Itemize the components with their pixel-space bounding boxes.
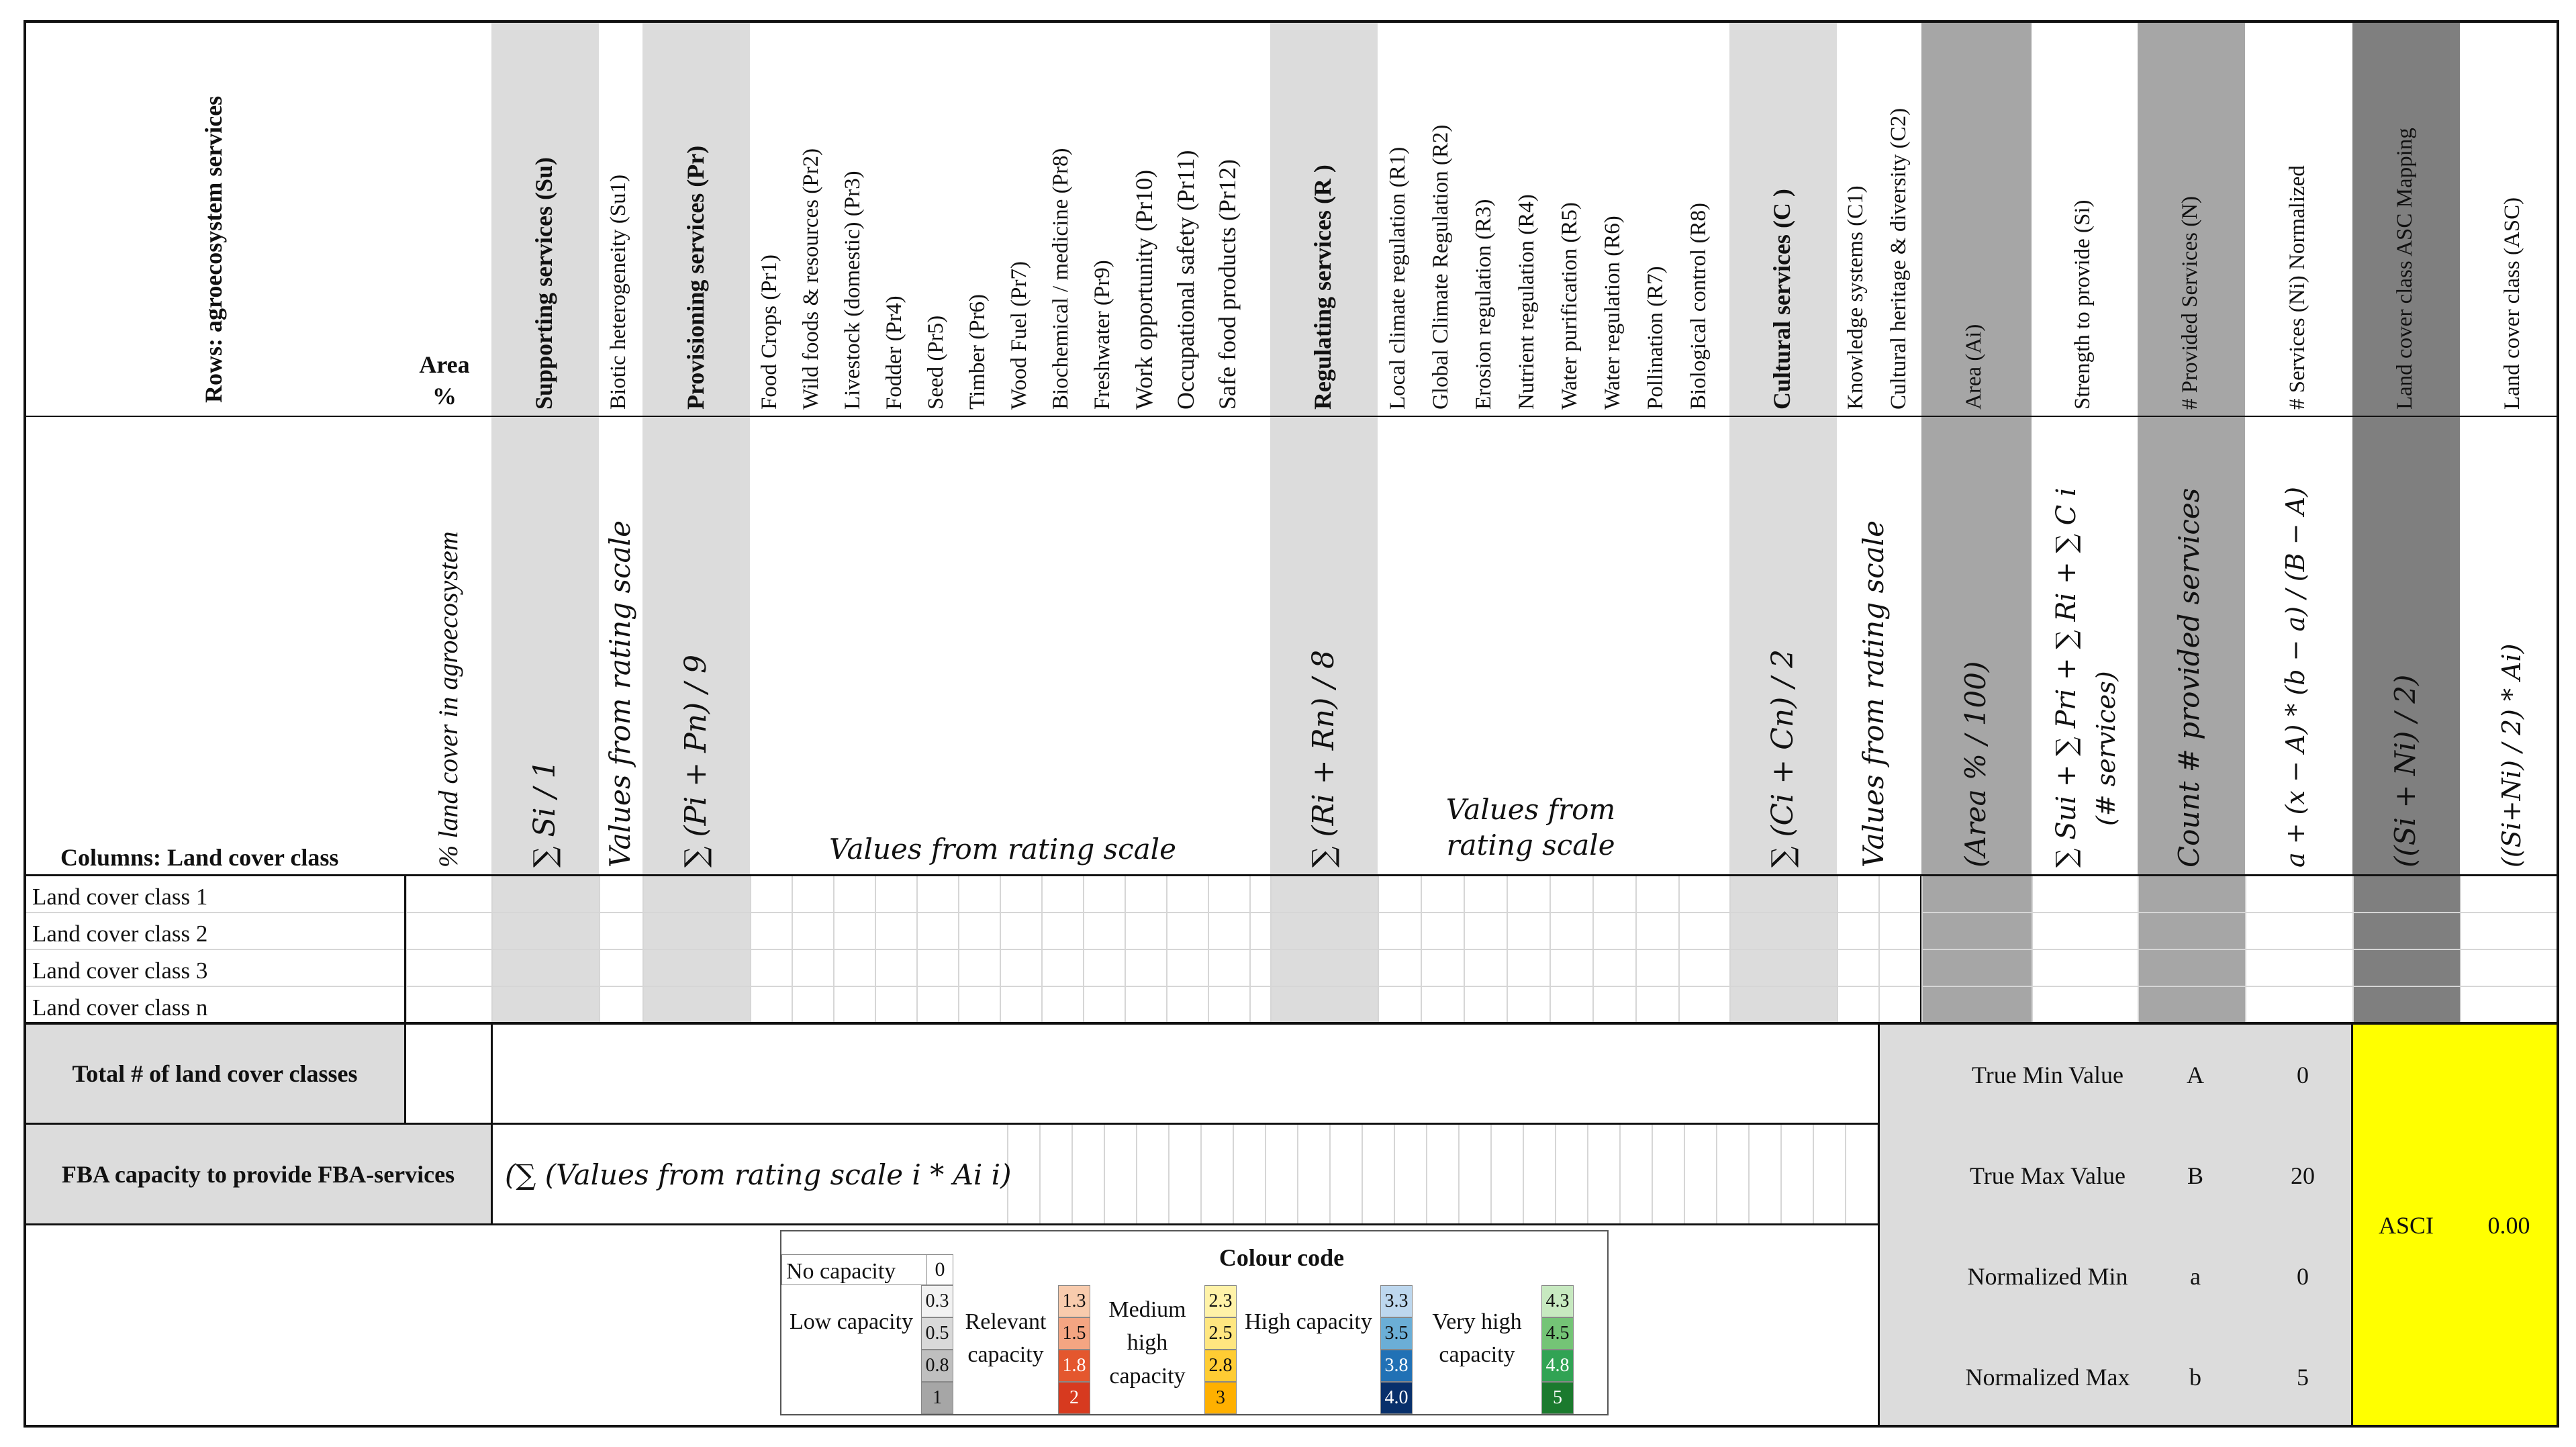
legend-title: Colour code [1219, 1244, 1345, 1271]
formula-pr-values: Values from rating scale [829, 833, 1176, 866]
grid-line-vertical [1136, 1125, 1137, 1224]
formula-c: ∑ (Ci + Cn) / 2 [1766, 649, 1800, 868]
columns-label: Columns: Land cover class [60, 844, 339, 871]
land-cover-row-1: Land cover class 1 [32, 884, 208, 910]
minmax-value: 0 [2297, 1263, 2309, 1290]
grid-line-vertical [1265, 1125, 1266, 1224]
legend-swatch: 4.5 [1541, 1317, 1574, 1350]
col-asc: Land cover class (ASC) [2500, 197, 2524, 410]
grid-line-vertical [1233, 1125, 1234, 1224]
col-pr12: Safe food products (Pr12) [1214, 159, 1241, 410]
legend-swatch: 0.3 [921, 1285, 953, 1317]
legend-no-capacity-value: 0 [926, 1254, 953, 1285]
col-pr4: Fodder (Pr4) [882, 295, 906, 410]
grid-line-vertical [1071, 1125, 1073, 1224]
area-label [411, 349, 478, 412]
border-header-mid [25, 416, 2558, 417]
legend-swatch: 4.3 [1541, 1285, 1574, 1317]
land-cover-row-3: Land cover class 3 [32, 958, 208, 984]
col-r5: Water purification (R5) [1558, 202, 1582, 410]
grid-line-vertical [1845, 1125, 1846, 1224]
col-r3: Erosion regulation (R3) [1472, 199, 1496, 410]
legend-swatch: 1.5 [1058, 1317, 1090, 1350]
formula-mapping: ((Si + Ni) / 2) [2389, 674, 2422, 868]
formula-r: ∑ (Ri + Rn) / 8 [1306, 649, 1341, 868]
formula-su1-values: Values from rating scale [604, 520, 636, 868]
col-r6: Water regulation (R6) [1601, 216, 1625, 410]
legend-group-label: Medium high capacity [1108, 1297, 1186, 1389]
legend-swatch: 3 [1204, 1382, 1237, 1414]
border-minmax-left [1878, 1023, 1880, 1426]
border-left [23, 20, 26, 1428]
asci-label: ASCI [2378, 1212, 2434, 1239]
c-band [1729, 21, 1837, 1023]
col-pr2: Wild foods & resources (Pr2) [799, 148, 823, 410]
minmax-value: 20 [2291, 1162, 2315, 1189]
legend-swatch: 1 [921, 1382, 953, 1414]
grid-line-vertical [1684, 1125, 1685, 1224]
col-c: Cultural services (C ) [1768, 189, 1795, 410]
col-pr5: Seed (Pr5) [924, 315, 948, 410]
grid-line-vertical [1297, 1125, 1298, 1224]
legend-swatch: 3.3 [1380, 1285, 1413, 1317]
formula-asc: ((Si+Ni) / 2) * Ai) [2497, 643, 2526, 868]
grid-line-vertical [1329, 1125, 1331, 1224]
border-top [25, 20, 2558, 23]
minmax-label: True Min Value [1971, 1062, 2124, 1088]
grid-line-vertical [1168, 1125, 1170, 1224]
area-label-line1: Area [419, 351, 470, 378]
grid-line-vertical [1104, 1125, 1105, 1224]
col-pr8: Biochemical / medicine (Pr8) [1049, 148, 1073, 410]
formula-si-den: (# services) [2091, 671, 2121, 826]
col-pr9: Freshwater (Pr9) [1090, 260, 1114, 410]
col-r1: Local climate regulation (R1) [1386, 146, 1410, 410]
colour-legend [780, 1230, 1609, 1415]
minmax-label: Normalized Max [1965, 1364, 2130, 1391]
land-cover-row-2: Land cover class 2 [32, 921, 208, 947]
legend-swatch: 4.8 [1541, 1350, 1574, 1382]
legend-swatch: 3.8 [1380, 1350, 1413, 1382]
grid-line-vertical [1426, 1125, 1427, 1224]
grid-line-vertical [1523, 1125, 1524, 1224]
legend-swatch: 1.3 [1058, 1285, 1090, 1317]
col-c2: Cultural heritage & diversity (C2) [1887, 107, 1911, 410]
grid-line-vertical [1780, 1125, 1782, 1224]
border-area-right [491, 1023, 493, 1225]
grid-line-vertical [1490, 1125, 1492, 1224]
legend-swatch: 2.8 [1204, 1350, 1237, 1382]
formula-r-values-line1: Values from [1445, 793, 1616, 826]
grid-line-vertical [1200, 1125, 1202, 1224]
ai-band [1921, 21, 2032, 1023]
border-bottom [25, 1425, 2558, 1428]
land-cover-row-n: Land cover class n [32, 994, 208, 1021]
col-mapping: Land cover class ASC Mapping [2393, 128, 2417, 410]
col-c1: Knowledge systems (C1) [1844, 185, 1868, 410]
col-pr6: Timber (Pr6) [965, 293, 990, 410]
col-ni: # Services (Ni) Normalized [2285, 165, 2309, 410]
legend-swatch: 4.0 [1380, 1382, 1413, 1414]
col-su: Supporting services (Su) [530, 156, 557, 410]
fba-formula: (∑ (Values from rating scale i * Ai i) [505, 1158, 1012, 1191]
total-land-cover-label: Total # of land cover classes [72, 1060, 358, 1087]
grid-line-vertical [1555, 1125, 1556, 1224]
col-pr11: Occupational safety (Pr11) [1172, 150, 1199, 410]
grid-line-vertical [1813, 1125, 1814, 1224]
grid-line-vertical [1619, 1125, 1621, 1224]
grid-line-vertical [1748, 1125, 1750, 1224]
area-label-line2: % [432, 382, 457, 410]
minmax-symbol: a [2190, 1263, 2201, 1290]
legend-no-capacity-label: No capacity [786, 1259, 896, 1284]
col-pr10: Work opportunity (Pr10) [1131, 169, 1157, 410]
border-total-bottom [25, 1123, 1879, 1125]
formula-r-values-line2: rating scale [1446, 828, 1615, 861]
minmax-label: True Max Value [1970, 1162, 2126, 1189]
minmax-symbol: b [2189, 1364, 2201, 1391]
col-r2: Global Climate Regulation (R2) [1429, 124, 1453, 410]
col-n: # Provided Services (N) [2178, 195, 2202, 410]
minmax-value: 5 [2297, 1364, 2309, 1391]
border-fba-bottom [25, 1223, 1879, 1225]
legend-group-label: Low capacity [789, 1309, 914, 1334]
formula-su: ∑ Si / 1 [528, 759, 562, 868]
col-pr1: Food Crops (Pr1) [757, 254, 781, 410]
legend-group-label: Very high capacity [1432, 1309, 1522, 1368]
grid-line-vertical [1039, 1125, 1041, 1224]
formula-ni: a + (x − A) * (b − a) / (B − A) [2281, 487, 2310, 868]
legend-swatch: 0.8 [921, 1350, 953, 1382]
formula-r-values [1430, 792, 1631, 863]
fba-capacity-label: FBA capacity to provide FBA-services [61, 1161, 455, 1188]
grid-line-vertical [1587, 1125, 1588, 1224]
grid-line-vertical [1362, 1125, 1363, 1224]
legend-swatch: 1.8 [1058, 1350, 1090, 1382]
grid-line-vertical [1652, 1125, 1653, 1224]
formula-area: % land cover in agroecosystem [433, 531, 463, 868]
grid-line-vertical [1716, 1125, 1717, 1224]
formula-si-num: ∑ Sui + ∑ Pri + ∑ Ri + ∑ C i [2051, 487, 2082, 868]
legend-group-label: High capacity [1245, 1309, 1372, 1334]
col-pr7: Wood Fuel (Pr7) [1007, 261, 1031, 410]
col-pr3: Livestock (domestic) (Pr3) [841, 171, 865, 410]
minmax-label: Normalized Min [1967, 1263, 2128, 1290]
col-su1: Biotic heterogeneity (Su1) [606, 174, 630, 410]
formula-c-values: Values from rating scale [1857, 520, 1890, 868]
col-ai: Area (Ai) [1962, 324, 1986, 410]
col-r4: Nutrient regulation (R4) [1515, 194, 1539, 410]
col-r: Regulating services (R ) [1309, 165, 1336, 410]
legend-swatch: 3.5 [1380, 1317, 1413, 1350]
legend-swatch: 2.5 [1204, 1317, 1237, 1350]
col-r8: Biological control (R8) [1686, 203, 1711, 410]
col-pr: Provisioning services (Pr) [682, 145, 709, 410]
legend-swatch: 2.3 [1204, 1285, 1237, 1317]
formula-pr: ∑ (Pi + Pn) / 9 [679, 655, 713, 868]
col-r7: Pollination (R7) [1643, 266, 1668, 410]
col-si: Strength to provide (Si) [2070, 199, 2095, 410]
minmax-symbol: A [2187, 1062, 2204, 1088]
legend-group-label: Relevant capacity [965, 1309, 1047, 1368]
legend-swatch: 2 [1058, 1382, 1090, 1414]
asci-value: 0.00 [2487, 1212, 2530, 1239]
minmax-value: 0 [2297, 1062, 2309, 1088]
legend-swatch: 5 [1541, 1382, 1574, 1414]
minmax-symbol: B [2187, 1162, 2203, 1189]
rows-label: Rows: agroecosystem services [200, 95, 227, 403]
grid-line-vertical [1394, 1125, 1395, 1224]
legend-swatch: 0.5 [921, 1317, 953, 1350]
formula-ai: (Area % / 100) [1959, 661, 1992, 868]
border-left-of-indicators [1920, 875, 1921, 1023]
formula-n: Count # provided services [2173, 487, 2205, 868]
grid-line-vertical [1458, 1125, 1460, 1224]
